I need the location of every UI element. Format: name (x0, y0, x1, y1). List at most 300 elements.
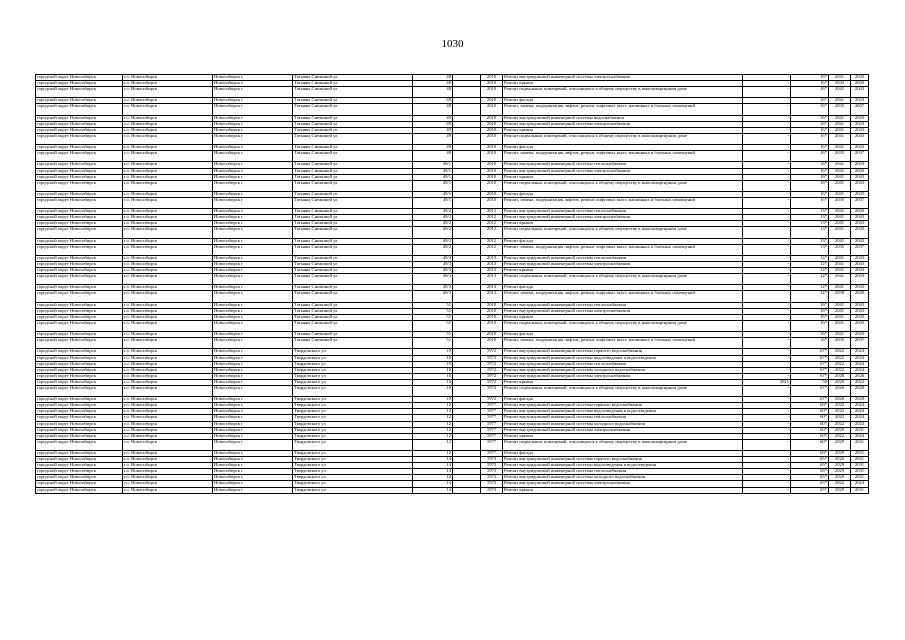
start-year-cell: 2029 (829, 451, 851, 457)
street-cell: Твардовского ул (293, 451, 413, 457)
building-cell (453, 180, 481, 191)
completed-year-cell: - (743, 115, 791, 121)
wear-cell: 12* (791, 274, 829, 285)
district-cell: г.о. Новосибирск (123, 81, 213, 87)
table-body (36, 75, 869, 494)
city-cell: Новосибирск г (213, 151, 293, 162)
end-year-cell: 2031 (851, 469, 869, 475)
start-year-cell: 2035 (829, 197, 851, 208)
house-number-cell: 49/2 (413, 209, 453, 215)
wear-cell: 12* (791, 291, 829, 302)
street-cell: Татьяны Снежиной ул (293, 121, 413, 127)
municipality-cell: городской округ Новосибирск (36, 81, 123, 87)
wear-cell: 65* (791, 475, 829, 481)
work-type-cell: Ремонт крыши (503, 433, 743, 439)
municipality-cell: городской округ Новосибирск (36, 168, 123, 174)
municipality-cell: городской округ Новосибирск (36, 409, 123, 415)
wear-cell: 16* (791, 133, 829, 144)
street-cell: Твардовского ул (293, 409, 413, 415)
year-built-cell: 2010 (481, 127, 503, 133)
start-year-cell: 2041 (829, 174, 851, 180)
street-cell: Татьяны Снежиной ул (293, 314, 413, 320)
street-cell: Татьяны Снежиной ул (293, 308, 413, 314)
start-year-cell: 2041 (829, 215, 851, 221)
wear-cell: 16* (791, 320, 829, 331)
year-built-cell: 2010 (481, 104, 503, 115)
municipality-cell: городской округ Новосибирск (36, 367, 123, 373)
year-built-cell: 1977 (481, 433, 503, 439)
completed-year-cell: - (743, 338, 791, 349)
street-cell: Татьяны Снежиной ул (293, 302, 413, 308)
end-year-cell: 2024 (851, 481, 869, 487)
completed-year-cell: - (743, 349, 791, 355)
completed-year-cell: - (743, 367, 791, 373)
city-cell: Новосибирск г (213, 481, 293, 487)
work-type-cell: Ремонт подвальных помещений, относящихся к общему имуществу в многоквартирном доме (503, 320, 743, 331)
building-cell (453, 151, 481, 162)
district-cell: г.о. Новосибирск (123, 487, 213, 493)
completed-year-cell: - (743, 191, 791, 197)
district-cell: г.о. Новосибирск (123, 373, 213, 379)
start-year-cell: 2041 (829, 75, 851, 81)
work-type-cell: Ремонт внутридомовой инженерной системы холодного водоснабжения (503, 367, 743, 373)
house-number-cell: 48 (413, 98, 453, 104)
municipality-cell: городской округ Новосибирск (36, 227, 123, 238)
building-cell (453, 385, 481, 396)
year-built-cell: 2010 (481, 191, 503, 197)
house-number-cell: 14 (413, 463, 453, 469)
wear-cell: 67* (791, 361, 829, 367)
district-cell: г.о. Новосибирск (123, 349, 213, 355)
completed-year-cell: - (743, 162, 791, 168)
completed-year-cell: - (743, 302, 791, 308)
house-number-cell: 12 (413, 433, 453, 439)
city-cell: Новосибирск г (213, 338, 293, 349)
wear-cell: 12* (791, 262, 829, 268)
work-type-cell: Ремонт внутридомовой инженерной системы теплоснабжения (503, 209, 743, 215)
year-built-cell: 2013 (481, 274, 503, 285)
year-built-cell: 1972 (481, 367, 503, 373)
work-type-cell: Ремонт внутридомовой инженерной системы холодного водоснабжения (503, 421, 743, 427)
start-year-cell: 2022 (829, 355, 851, 361)
end-year-cell: 2024 (851, 349, 869, 355)
district-cell: г.о. Новосибирск (123, 421, 213, 427)
completed-year-cell: - (743, 215, 791, 221)
city-cell: Новосибирск г (213, 361, 293, 367)
house-number-cell: 14 (413, 469, 453, 475)
street-cell: Татьяны Снежиной ул (293, 81, 413, 87)
end-year-cell: 2043 (851, 98, 869, 104)
house-number-cell: 49/3 (413, 268, 453, 274)
municipality-cell: городской округ Новосибирск (36, 355, 123, 361)
city-cell: Новосибирск г (213, 127, 293, 133)
street-cell: Татьяны Снежиной ул (293, 291, 413, 302)
year-built-cell: 2010 (481, 338, 503, 349)
street-cell: Татьяны Снежиной ул (293, 285, 413, 291)
work-type-cell: Ремонт внутридомовой инженерной системы водоснабжения (503, 115, 743, 121)
municipality-cell: городской округ Новосибирск (36, 308, 123, 314)
start-year-cell: 2041 (829, 314, 851, 320)
year-built-cell: 2010 (481, 332, 503, 338)
completed-year-cell: - (743, 361, 791, 367)
district-cell: г.о. Новосибирск (123, 433, 213, 439)
street-cell: Татьяны Снежиной ул (293, 238, 413, 244)
city-cell: Новосибирск г (213, 427, 293, 433)
city-cell: Новосибирск г (213, 168, 293, 174)
municipality-cell: городской округ Новосибирск (36, 221, 123, 227)
completed-year-cell: - (743, 121, 791, 127)
work-type-cell: Ремонт подвальных помещений, относящихся к общему имуществу в многоквартирном доме (503, 87, 743, 98)
table-row (36, 274, 869, 285)
year-built-cell: 2010 (481, 162, 503, 168)
year-built-cell: 2013 (481, 285, 503, 291)
year-built-cell: 1977 (481, 427, 503, 433)
start-year-cell: 2041 (829, 191, 851, 197)
year-built-cell: 2010 (481, 174, 503, 180)
municipality-cell: городской округ Новосибирск (36, 197, 123, 208)
municipality-cell: городской округ Новосибирск (36, 255, 123, 261)
completed-year-cell: - (743, 427, 791, 433)
year-built-cell: 1972 (481, 355, 503, 361)
municipality-cell: городской округ Новосибирск (36, 433, 123, 439)
work-type-cell: Ремонт внутридомовой инженерной системы горячего водоснабжения (503, 457, 743, 463)
wear-cell: 60* (791, 415, 829, 421)
wear-cell: 13* (791, 244, 829, 255)
street-cell: Твардовского ул (293, 487, 413, 493)
work-type-cell: Ремонт подвальных помещений, относящихся к общему имуществу в многоквартирном доме (503, 439, 743, 450)
table-row (36, 291, 869, 302)
end-year-cell: 2024 (851, 355, 869, 361)
work-type-cell: Ремонт фасада (503, 145, 743, 151)
street-cell: Татьяны Снежиной ул (293, 127, 413, 133)
wear-cell: 65* (791, 463, 829, 469)
municipality-cell: городской округ Новосибирск (36, 145, 123, 151)
work-type-cell: Ремонт фасада (503, 98, 743, 104)
house-number-cell: 49/3 (413, 255, 453, 261)
street-cell: Твардовского ул (293, 361, 413, 367)
street-cell: Татьяны Снежиной ул (293, 115, 413, 121)
city-cell: Новосибирск г (213, 87, 293, 98)
street-cell: Твардовского ул (293, 379, 413, 385)
wear-cell: 60* (791, 403, 829, 409)
completed-year-cell: - (743, 227, 791, 238)
municipality-cell: городской округ Новосибирск (36, 439, 123, 450)
city-cell: Новосибирск г (213, 457, 293, 463)
year-built-cell: 1977 (481, 409, 503, 415)
work-type-cell: Ремонт, замена, модернизация лифтов, ремонт лифтовых шахт, машинных и блочных помещений (503, 291, 743, 302)
district-cell: г.о. Новосибирск (123, 285, 213, 291)
completed-year-cell: - (743, 409, 791, 415)
end-year-cell: 2043 (851, 162, 869, 168)
wear-cell: 13* (791, 221, 829, 227)
start-year-cell: 2022 (829, 481, 851, 487)
wear-cell: 16* (791, 104, 829, 115)
city-cell: Новосибирск г (213, 262, 293, 268)
street-cell: Твардовского ул (293, 397, 413, 403)
house-number-cell: 10 (413, 379, 453, 385)
wear-cell: 65* (791, 481, 829, 487)
house-number-cell: 49 (413, 115, 453, 121)
year-built-cell: 2010 (481, 75, 503, 81)
district-cell: г.о. Новосибирск (123, 255, 213, 261)
start-year-cell: 2035 (829, 151, 851, 162)
house-number-cell: 51 (413, 320, 453, 331)
wear-cell: 16* (791, 145, 829, 151)
house-number-cell: 14 (413, 457, 453, 463)
house-number-cell: 49 (413, 127, 453, 133)
building-cell (453, 320, 481, 331)
city-cell: Новосибирск г (213, 215, 293, 221)
building-cell (453, 439, 481, 450)
district-cell: г.о. Новосибирск (123, 457, 213, 463)
street-cell: Татьяны Снежиной ул (293, 268, 413, 274)
city-cell: Новосибирск г (213, 397, 293, 403)
municipality-cell: городской округ Новосибирск (36, 451, 123, 457)
wear-cell: 16* (791, 81, 829, 87)
house-number-cell: 14 (413, 475, 453, 481)
end-year-cell: 2043 (851, 121, 869, 127)
house-number-cell: 48 (413, 104, 453, 115)
street-cell: Татьяны Снежиной ул (293, 104, 413, 115)
city-cell: Новосибирск г (213, 180, 293, 191)
wear-cell: 60* (791, 427, 829, 433)
district-cell: г.о. Новосибирск (123, 145, 213, 151)
start-year-cell: 2020 (829, 475, 851, 481)
completed-year-cell: - (743, 104, 791, 115)
street-cell: Твардовского ул (293, 457, 413, 463)
end-year-cell: 2022 (851, 379, 869, 385)
wear-cell: 16* (791, 127, 829, 133)
start-year-cell: 2020 (829, 379, 851, 385)
start-year-cell: 2026 (829, 397, 851, 403)
work-type-cell: Ремонт внутридомовой инженерной системы теплоснабжения (503, 302, 743, 308)
work-type-cell: Ремонт внутридомовой инженерной системы теплоснабжения (503, 469, 743, 475)
city-cell: Новосибирск г (213, 308, 293, 314)
municipality-cell: городской округ Новосибирск (36, 87, 123, 98)
house-number-cell: 49/1 (413, 168, 453, 174)
building-cell (453, 197, 481, 208)
year-built-cell: 2013 (481, 255, 503, 261)
end-year-cell: 2043 (851, 314, 869, 320)
city-cell: Новосибирск г (213, 475, 293, 481)
end-year-cell: 2021 (851, 475, 869, 481)
city-cell: Новосибирск г (213, 255, 293, 261)
city-cell: Новосибирск г (213, 285, 293, 291)
municipality-cell: городской округ Новосибирск (36, 320, 123, 331)
completed-year-cell: 2021 (743, 379, 791, 385)
table-row (36, 385, 869, 396)
district-cell: г.о. Новосибирск (123, 308, 213, 314)
work-type-cell: Ремонт подвальных помещений, относящихся к общему имуществу в многоквартирном доме (503, 227, 743, 238)
end-year-cell: 2043 (851, 133, 869, 144)
wear-cell: 67* (791, 355, 829, 361)
district-cell: г.о. Новосибирск (123, 415, 213, 421)
wear-cell: 12* (791, 255, 829, 261)
start-year-cell: 2041 (829, 127, 851, 133)
house-number-cell: 10 (413, 385, 453, 396)
work-type-cell: Ремонт внутридомовой инженерной системы горячего водоснабжения (503, 349, 743, 355)
end-year-cell: 2024 (851, 433, 869, 439)
house-number-cell: 48 (413, 75, 453, 81)
house-number-cell: 10 (413, 355, 453, 361)
completed-year-cell: - (743, 314, 791, 320)
city-cell: Новосибирск г (213, 332, 293, 338)
start-year-cell: 2026 (829, 373, 851, 379)
city-cell: Новосибирск г (213, 162, 293, 168)
work-type-cell: Ремонт, замена, модернизация лифтов, ремонт лифтовых шахт, машинных и блочных помещений (503, 338, 743, 349)
street-cell: Татьяны Снежиной ул (293, 215, 413, 221)
street-cell: Татьяны Снежиной ул (293, 174, 413, 180)
municipality-cell: городской округ Новосибирск (36, 427, 123, 433)
year-built-cell: 1977 (481, 421, 503, 427)
street-cell: Твардовского ул (293, 415, 413, 421)
house-number-cell: 10 (413, 367, 453, 373)
year-built-cell: 1973 (481, 475, 503, 481)
street-cell: Татьяны Снежиной ул (293, 151, 413, 162)
end-year-cell: 2024 (851, 409, 869, 415)
house-number-cell: 12 (413, 427, 453, 433)
end-year-cell: 2031 (851, 439, 869, 450)
wear-cell: 12* (791, 285, 829, 291)
district-cell: г.о. Новосибирск (123, 409, 213, 415)
street-cell: Твардовского ул (293, 469, 413, 475)
end-year-cell: 2024 (851, 367, 869, 373)
district-cell: г.о. Новосибирск (123, 227, 213, 238)
completed-year-cell: - (743, 421, 791, 427)
city-cell: Новосибирск г (213, 174, 293, 180)
year-built-cell: 2013 (481, 268, 503, 274)
completed-year-cell: - (743, 145, 791, 151)
year-built-cell: 1973 (481, 457, 503, 463)
house-number-cell: 49/2 (413, 221, 453, 227)
work-type-cell: Ремонт внутридомовой инженерной системы теплоснабжения (503, 361, 743, 367)
year-built-cell: 1972 (481, 361, 503, 367)
municipality-cell: городской округ Новосибирск (36, 469, 123, 475)
end-year-cell: 2043 (851, 145, 869, 151)
house-number-cell: 49 (413, 121, 453, 127)
municipality-cell: городской округ Новосибирск (36, 403, 123, 409)
year-built-cell: 2010 (481, 87, 503, 98)
wear-cell: 60* (791, 421, 829, 427)
municipality-cell: городской округ Новосибирск (36, 191, 123, 197)
wear-cell: 12* (791, 268, 829, 274)
city-cell: Новосибирск г (213, 373, 293, 379)
year-built-cell: 2010 (481, 197, 503, 208)
work-type-cell: Ремонт фасада (503, 397, 743, 403)
municipality-cell: городской округ Новосибирск (36, 397, 123, 403)
start-year-cell: 2029 (829, 463, 851, 469)
completed-year-cell: - (743, 397, 791, 403)
municipality-cell: городской округ Новосибирск (36, 115, 123, 121)
year-built-cell: 1973 (481, 469, 503, 475)
city-cell: Новосибирск г (213, 227, 293, 238)
city-cell: Новосибирск г (213, 385, 293, 396)
district-cell: г.о. Новосибирск (123, 87, 213, 98)
work-type-cell: Ремонт внутридомовой инженерной системы водоотведения и водоотведения (503, 463, 743, 469)
start-year-cell: 2029 (829, 427, 851, 433)
street-cell: Татьяны Снежиной ул (293, 227, 413, 238)
year-built-cell: 1973 (481, 463, 503, 469)
municipality-cell: городской округ Новосибирск (36, 104, 123, 115)
wear-cell: 16* (791, 197, 829, 208)
table-row (36, 320, 869, 331)
start-year-cell: 2041 (829, 302, 851, 308)
completed-year-cell: - (743, 274, 791, 285)
house-number-cell: 49/3 (413, 291, 453, 302)
street-cell: Татьяны Снежиной ул (293, 145, 413, 151)
start-year-cell: 2041 (829, 238, 851, 244)
district-cell: г.о. Новосибирск (123, 475, 213, 481)
wear-cell: 60* (791, 409, 829, 415)
street-cell: Татьяны Снежиной ул (293, 209, 413, 215)
street-cell: Твардовского ул (293, 373, 413, 379)
street-cell: Твардовского ул (293, 403, 413, 409)
wear-cell: 16* (791, 180, 829, 191)
district-cell: г.о. Новосибирск (123, 209, 213, 215)
page-number: 1030 (441, 38, 464, 50)
building-cell (453, 487, 481, 493)
wear-cell: 16* (791, 168, 829, 174)
building-cell (453, 291, 481, 302)
building-cell (453, 104, 481, 115)
municipality-cell: городской округ Новосибирск (36, 291, 123, 302)
completed-year-cell: - (743, 320, 791, 331)
start-year-cell: 2038 (829, 291, 851, 302)
year-built-cell: 2013 (481, 291, 503, 302)
start-year-cell: 2041 (829, 133, 851, 144)
table-row (36, 151, 869, 162)
municipality-cell: городской округ Новосибирск (36, 332, 123, 338)
completed-year-cell: - (743, 98, 791, 104)
house-number-cell: 49/1 (413, 174, 453, 180)
house-number-cell: 12 (413, 421, 453, 427)
municipality-cell: городской округ Новосибирск (36, 373, 123, 379)
work-type-cell: Ремонт внутридомовой инженерной системы теплоснабжения (503, 415, 743, 421)
municipality-cell: городской округ Новосибирск (36, 379, 123, 385)
repair-schedule-table (35, 74, 869, 494)
work-type-cell: Ремонт крыши (503, 221, 743, 227)
work-type-cell: Ремонт крыши (503, 81, 743, 87)
completed-year-cell: - (743, 221, 791, 227)
municipality-cell: городской округ Новосибирск (36, 238, 123, 244)
city-cell: Новосибирск г (213, 421, 293, 427)
work-type-cell: Ремонт внутридомовой инженерной системы электроснабжения (503, 481, 743, 487)
work-type-cell: Ремонт, замена, модернизация лифтов, ремонт лифтовых шахт, машинных и блочных помещений (503, 151, 743, 162)
street-cell: Татьяны Снежиной ул (293, 191, 413, 197)
municipality-cell: городской округ Новосибирск (36, 215, 123, 221)
street-cell: Татьяны Снежиной ул (293, 75, 413, 81)
wear-cell: 16* (791, 151, 829, 162)
year-built-cell: 2012 (481, 209, 503, 215)
wear-cell: 16* (791, 302, 829, 308)
start-year-cell: 2022 (829, 409, 851, 415)
wear-cell: 65* (791, 487, 829, 493)
municipality-cell: городской округ Новосибирск (36, 180, 123, 191)
city-cell: Новосибирск г (213, 302, 293, 308)
completed-year-cell: - (743, 174, 791, 180)
completed-year-cell: - (743, 87, 791, 98)
completed-year-cell: - (743, 433, 791, 439)
municipality-cell: городской округ Новосибирск (36, 174, 123, 180)
district-cell: г.о. Новосибирск (123, 98, 213, 104)
building-cell (453, 133, 481, 144)
municipality-cell: городской округ Новосибирск (36, 421, 123, 427)
street-cell: Твардовского ул (293, 355, 413, 361)
district-cell: г.о. Новосибирск (123, 361, 213, 367)
completed-year-cell: - (743, 151, 791, 162)
house-number-cell: 49 (413, 145, 453, 151)
city-cell: Новосибирск г (213, 98, 293, 104)
